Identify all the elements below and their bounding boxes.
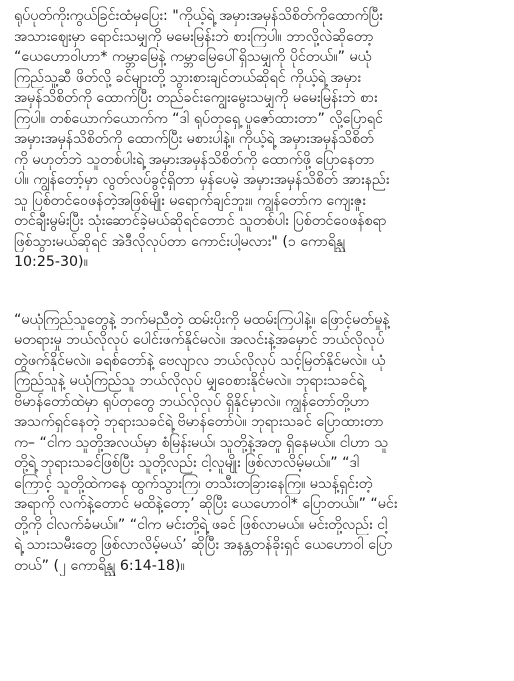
text-line: တွဲဖက်နိုင်မလဲ။ ခရစ်တော်နဲ့ ဗေလျာလ ဘယ်လိုလုပ် သင့်မြတ်နိုင်မလဲ။ ယုံ bbox=[14, 352, 386, 369]
text-line: အသားဈေးမှာ ရောင်းသမျှကို မမေးမြန်းဘဲ စားကြပါ။ ဘာလို့လဲဆိုတော့ bbox=[14, 28, 374, 45]
text-line: ကြည်သူနဲ့ မယုံကြည်သူ ဘယ်လိုလုပ် မျှဝေစားနိုင်မလဲ။ ဘုရားသခင်ရဲ့ bbox=[14, 373, 365, 389]
paragraph-2 bbox=[14, 310, 500, 577]
text-line: “မယုံကြည်သူတွေနဲ့ ဘက်မညီတဲ့ ထမ်းပိုးကို မထမ်းကြပါနဲ့။ ဖြောင့်မတ်မှုနဲ့ bbox=[14, 311, 390, 328]
text-line: သူ ပြစ်တင်ဝေဖန်တဲ့အဖြစ်မျိုး မရောက်ချင်ဘူး။ ကျွန်တော်က ကျေးဇူး bbox=[14, 192, 366, 209]
paragraph-spacer bbox=[14, 273, 500, 310]
scripture-reference: 10:25-30)။ bbox=[14, 254, 88, 270]
text-line: တို့ကို ငါလက်ခံမယ်။” “ငါက မင်းတို့ရဲ့ ဖခင် ဖြစ်လာမယ်။ မင်းတို့လည်း ငါ့ bbox=[14, 516, 388, 533]
paragraph-1 bbox=[14, 6, 500, 273]
text-line: မတရားမှု ဘယ်လိုလုပ် ပေါင်းဖက်နိုင်မလဲ။ အလင်းနဲ့အမှောင် ဘယ်လိုလုပ် bbox=[14, 332, 385, 348]
text-line: အရာကို လက်နဲ့တောင် မထိနဲ့တော့’ ဆိုပြီး ယေဟောဝါ* ပြောတယ်။” “မင်း bbox=[14, 496, 398, 512]
text-line: တင်ချီးမွမ်းပြီး သုံးဆောင်ခဲ့မယ်ဆိုရင်တောင် သူတစ်ပါး ပြစ်တင်ဝေဖန်စရာ bbox=[14, 213, 387, 229]
text-line: ရဲ့ သားသမီးတွေ ဖြစ်လာလိမ့်မယ်’ ဆိုပြီး အနန္တတန်ခိုးရှင် ယေဟောဝါ ပြော bbox=[14, 537, 393, 553]
text-line: ဗိမာန်တော်ထဲမှာ ရုပ်တုတွေ ဘယ်လိုလုပ် ရှိနိုင်မှာလဲ။ ကျွန်တော်တို့ဟာ bbox=[14, 393, 370, 410]
text-line: တို့ရဲ့ ဘုရားသခင်ဖြစ်ပြီး သူတို့လည်း ငါ့လူမျိုး ဖြစ်လာလိမ့်မယ်။” “ဒါ bbox=[14, 455, 360, 471]
text-line: ကြပါ။ တစ်ယောက်ယောက်က “ဒါ ရုပ်တုရှေ့ ပူဇော်ထားတာ” လို့ပြောရင် bbox=[14, 110, 383, 127]
text-line: ဖြစ်သွားမယ်ဆိုရင် အဲဒီလိုလုပ်တာ ကောင်းပါ့မလား" (၁ ကောရိန္သု bbox=[14, 233, 346, 250]
text-line: က– “ငါက သူတို့အလယ်မှာ စံမြန်းမယ်၊ သူတို့နဲ့အတူ ရှိနေမယ်။ ငါဟာ သူ bbox=[14, 434, 389, 451]
text-line: အမှန်သိစိတ်ကို ထောက်ပြီး တည်ခင်းကျွေးမွေးသမျှကို မမေးမြန်းဘဲ စား bbox=[14, 90, 378, 106]
text-line: အသက်ရှင်နေတဲ့ ဘုရားသခင်ရဲ့ ဗိမာန်တော်ပဲ။ ဘုရားသခင် ပြောထားတာ bbox=[14, 414, 384, 430]
text-line: ကို မဟုတ်ဘဲ သူတစ်ပါးရဲ့ အမှားအမှန်သိစိတ်ကို ထောက်ဖို့ ပြောနေတာ bbox=[14, 151, 375, 168]
scripture-reference: တယ်” (၂ ကောရိန္သု 6:14-18)။ bbox=[14, 557, 185, 574]
text-line: ကြောင့် သူတို့ထဲကနေ ထွက်သွားကြ၊ တသီးတခြားနေကြ။ မသန့်ရှင်းတဲ့ bbox=[14, 475, 373, 492]
text-line: အမှားအမှန်သိစိတ်ကို ထောက်ပြီး မစားပါနဲ့။ ကိုယ့်ရဲ့ အမှားအမှန်သိစိတ် bbox=[14, 131, 374, 147]
text-line: “ယေဟောဝါဟာ* ကမ္ဘာမြေနဲ့ ကမ္ဘာမြေပေါ်ရှိသမျှကို ပိုင်တယ်။” မယုံ bbox=[14, 49, 372, 65]
text-line: ရုပ်ပုတ်ကိုးကွယ်ခြင်းထံမှပြေး: "ကိုယ့်ရဲ့ အမှားအမှန်သိစိတ်ကိုထောက်ပြီး bbox=[14, 8, 383, 24]
text-line: ကြည်သူ့ဆီ ဖိတ်လို့ ခင်များတို့ သွားစားချင်တယ်ဆိုရင် ကိုယ့်ရဲ့ အမှား bbox=[14, 69, 361, 86]
text-line: ပါ။ ကျွန်တော့်မှာ လွတ်လပ်ခွင့်ရှိတာ မှန်ပေမဲ့ အမှားအမှန်သိစိတ် အားနည်း bbox=[14, 172, 390, 188]
